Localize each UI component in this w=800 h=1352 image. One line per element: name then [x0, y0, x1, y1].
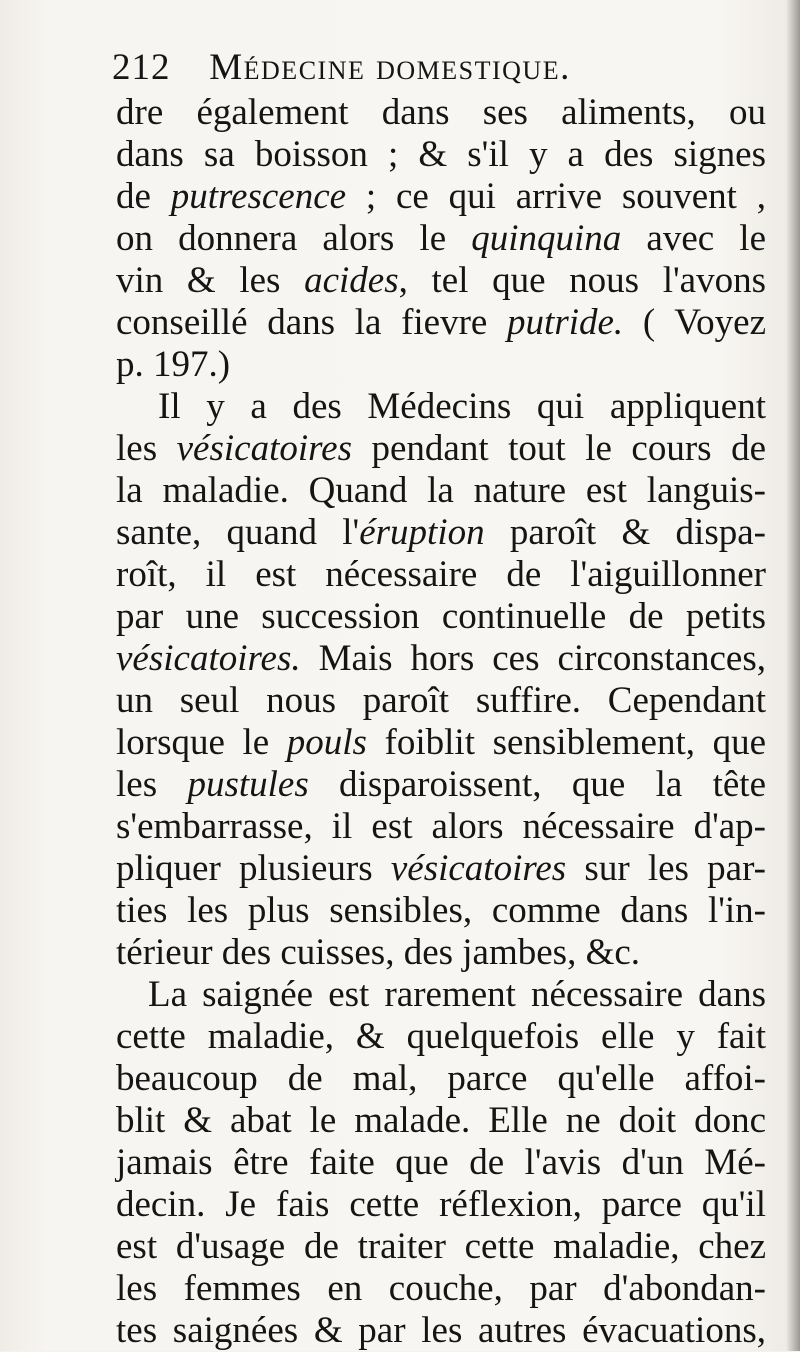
text-segment: est d'usage de traiter cette maladie, chez — [116, 1226, 766, 1267]
italic-term: vésicatoires — [176, 428, 352, 469]
text-segment: dans sa boisson ; & s'il y a des signes — [116, 134, 766, 175]
text-segment: Il y a des Médecins qui appliquent — [158, 386, 766, 427]
text-segment: les femmes en couche, par d'abondan- — [116, 1268, 766, 1309]
text-line — [116, 1142, 766, 1184]
text-segment: disparoissent, que la tête — [308, 764, 766, 805]
text-line — [116, 302, 766, 344]
text-segment: s'embarrasse, il est alors nécessaire d'ap- — [116, 806, 766, 847]
text-line — [116, 974, 766, 1016]
text-segment: lorsque le — [116, 722, 287, 763]
text-line — [116, 596, 766, 638]
text-segment: vin & les — [116, 260, 305, 301]
text-line — [116, 1226, 766, 1268]
text-segment: les — [116, 428, 177, 469]
text-line — [116, 848, 766, 890]
text-line — [116, 176, 766, 218]
text-segment: beaucoup de mal, parce qu'elle affoi- — [116, 1058, 766, 1099]
text-segment: ties les plus sensibles, comme dans l'in- — [116, 890, 766, 931]
text-segment: roît, il est nécessaire de l'aiguillonner — [116, 554, 766, 595]
text-segment: avec le — [621, 218, 766, 259]
page-number: 212 — [112, 47, 171, 88]
text-segment: on donnera alors le — [116, 218, 472, 259]
text-segment: par une succession continuelle de petits — [116, 596, 766, 637]
text-segment: pendant tout le cours de — [351, 428, 767, 469]
italic-term: putrescence — [170, 176, 347, 217]
page-gutter-shadow — [786, 0, 800, 1351]
text-segment: dre également dans ses aliments, ou — [116, 92, 766, 133]
italic-term: éruption — [359, 512, 485, 553]
text-line — [116, 722, 766, 764]
text-line — [116, 344, 766, 386]
text-segment: sur les par- — [566, 848, 766, 889]
text-line — [116, 932, 766, 974]
text-segment: blit & abat le malade. Elle ne doit donc — [116, 1100, 766, 1141]
running-title: Médecine domestique. — [209, 47, 571, 88]
italic-term: vésicatoires — [390, 848, 567, 889]
text-segment: foiblit sensiblement, que — [366, 722, 766, 763]
text-line — [116, 1100, 766, 1142]
text-line — [116, 428, 766, 470]
text-line — [116, 1184, 766, 1226]
text-segment: pliquer plusieurs — [116, 848, 391, 889]
text-line — [116, 1016, 766, 1058]
italic-term: pustules — [187, 764, 309, 805]
italic-term: vésicatoires. — [116, 638, 301, 679]
text-line — [116, 512, 766, 554]
italic-term: putride. — [507, 302, 624, 343]
italic-term: quinquina — [471, 218, 622, 259]
text-line — [116, 92, 766, 134]
text-segment: decin. Je fais cette réflexion, parce qu'il — [116, 1184, 766, 1225]
text-line — [116, 1310, 766, 1352]
text-line — [116, 638, 766, 680]
text-segment: la maladie. Quand la nature est languis- — [116, 470, 766, 511]
text-line — [116, 890, 766, 932]
text-segment: de — [116, 176, 171, 217]
text-segment: Mais hors ces circonstances, — [300, 638, 766, 679]
italic-term: pouls — [286, 722, 367, 763]
text-segment: conseillé dans la fievre — [116, 302, 508, 343]
text-segment: paroît & dispa- — [484, 512, 766, 553]
text-segment: les — [116, 764, 188, 805]
text-segment: jamais être faite que de l'avis d'un Mé- — [116, 1142, 766, 1183]
text-segment: un seul nous paroît suffire. Cependant — [116, 680, 766, 721]
text-segment: p. 197.) — [116, 344, 231, 385]
text-line — [116, 134, 766, 176]
text-line — [116, 1268, 766, 1310]
text-line — [116, 554, 766, 596]
text-segment: sante, quand l' — [116, 512, 360, 553]
text-segment: ( Voyez — [623, 302, 767, 343]
body-text — [116, 92, 766, 1352]
text-line — [116, 260, 766, 302]
text-line — [116, 680, 766, 722]
running-header — [112, 44, 632, 92]
text-line — [116, 470, 766, 512]
text-line — [116, 386, 766, 428]
text-line — [116, 806, 766, 848]
text-segment: cette maladie, & quelquefois elle y fait — [116, 1016, 766, 1057]
text-segment: tes saignées & par les autres évacuations, — [116, 1310, 766, 1351]
text-line — [116, 1058, 766, 1100]
text-segment: térieur des cuisses, des jambes, &c. — [116, 932, 641, 973]
italic-term: acides — [304, 260, 399, 301]
text-line — [116, 218, 766, 260]
text-segment: ; ce qui arrive souvent , — [346, 176, 766, 217]
text-line — [116, 764, 766, 806]
text-segment: La saignée est rarement nécessaire dans — [148, 974, 766, 1015]
text-segment: , tel que nous l'avons — [398, 260, 766, 301]
